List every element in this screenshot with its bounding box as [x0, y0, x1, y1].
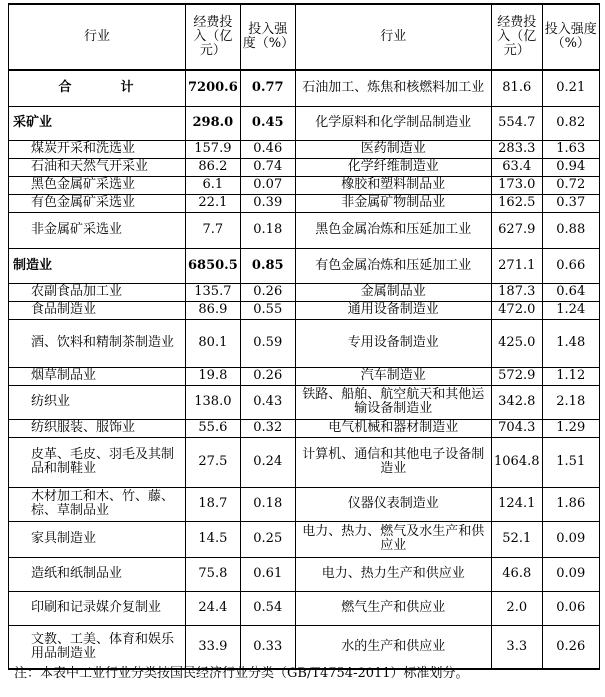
- right-investment: 1064.8: [491, 437, 542, 487]
- left-investment: 138.0: [186, 385, 241, 419]
- table-row: [9, 625, 600, 669]
- table-row: [9, 319, 600, 367]
- left-intensity: 0.59: [240, 319, 295, 367]
- left-industry-name: 家具制造业: [9, 521, 186, 557]
- table-row: [9, 419, 600, 437]
- table-row: [9, 248, 600, 283]
- right-industry-name: 电力、热力、燃气及水生产和供应业: [295, 521, 491, 557]
- left-investment: 19.8: [186, 367, 241, 385]
- left-investment: 33.9: [186, 625, 241, 669]
- left-investment: 27.5: [186, 437, 241, 487]
- table-row: [9, 385, 600, 419]
- right-intensity: 1.63: [542, 140, 599, 158]
- table-row: [9, 158, 600, 176]
- left-investment: 24.4: [186, 591, 241, 625]
- left-intensity: 0.39: [240, 194, 295, 212]
- left-intensity: 0.24: [240, 437, 295, 487]
- header-intensity-right: 投入强度（%）: [542, 4, 599, 70]
- left-industry-name: 黑色金属矿采选业: [9, 176, 186, 194]
- right-investment: 81.6: [491, 70, 542, 106]
- left-investment: 7200.6: [186, 70, 241, 106]
- table-row: [9, 301, 600, 319]
- right-industry-name: 黑色金属冶炼和压延加工业: [295, 212, 491, 248]
- table-row: [9, 487, 600, 521]
- left-industry-name: 食品制造业: [9, 301, 186, 319]
- left-industry-name: 农副食品加工业: [9, 283, 186, 301]
- right-intensity: 1.48: [542, 319, 599, 367]
- left-intensity: 0.18: [240, 487, 295, 521]
- left-intensity: 0.54: [240, 591, 295, 625]
- table-row: [9, 194, 600, 212]
- left-industry-name: 造纸和纸制品业: [9, 557, 186, 591]
- right-intensity: 0.64: [542, 283, 599, 301]
- table-row: [9, 212, 600, 248]
- left-industry-name: 有色金属矿采选业: [9, 194, 186, 212]
- right-investment: 342.8: [491, 385, 542, 419]
- left-investment: 86.2: [186, 158, 241, 176]
- right-investment: 627.9: [491, 212, 542, 248]
- table-row: [9, 557, 600, 591]
- table-row: [9, 70, 600, 106]
- left-intensity: 0.18: [240, 212, 295, 248]
- header-industry-right: 行业: [295, 4, 491, 70]
- right-industry-name: 铁路、船舶、航空航天和其他运输设备制造业: [295, 385, 491, 419]
- left-intensity: 0.25: [240, 521, 295, 557]
- right-investment: 554.7: [491, 106, 542, 140]
- industry-rd-table: [8, 3, 600, 670]
- right-investment: 572.9: [491, 367, 542, 385]
- right-investment: 283.3: [491, 140, 542, 158]
- left-intensity: 0.26: [240, 283, 295, 301]
- table-row: [9, 521, 600, 557]
- left-industry-name: 木材加工和木、竹、藤、棕、草制品业: [9, 487, 186, 521]
- right-intensity: 0.88: [542, 212, 599, 248]
- left-industry-name: 印刷和记录媒介复制业: [9, 591, 186, 625]
- left-investment: 6850.5: [186, 248, 241, 283]
- right-industry-name: 金属制品业: [295, 283, 491, 301]
- left-intensity: 0.46: [240, 140, 295, 158]
- right-industry-name: 计算机、通信和其他电子设备制造业: [295, 437, 491, 487]
- table-row: [9, 106, 600, 140]
- right-industry-name: 橡胶和塑料制品业: [295, 176, 491, 194]
- left-investment: 22.1: [186, 194, 241, 212]
- right-investment: 173.0: [491, 176, 542, 194]
- left-investment: 135.7: [186, 283, 241, 301]
- left-industry-name: 石油和天然气开采业: [9, 158, 186, 176]
- right-intensity: 0.26: [542, 625, 599, 669]
- right-intensity: 0.21: [542, 70, 599, 106]
- left-industry-name: 皮革、毛皮、羽毛及其制品和制鞋业: [9, 437, 186, 487]
- right-industry-name: 非金属矿物制品业: [295, 194, 491, 212]
- left-intensity: 0.85: [240, 248, 295, 283]
- right-intensity: 1.51: [542, 437, 599, 487]
- left-intensity: 0.55: [240, 301, 295, 319]
- right-industry-name: 通用设备制造业: [295, 301, 491, 319]
- right-industry-name: 电力、热力生产和供应业: [295, 557, 491, 591]
- right-industry-name: 化学纤维制造业: [295, 158, 491, 176]
- left-intensity: 0.33: [240, 625, 295, 669]
- left-intensity: 0.32: [240, 419, 295, 437]
- table-row: [9, 591, 600, 625]
- right-industry-name: 有色金属冶炼和压延加工业: [295, 248, 491, 283]
- left-investment: 80.1: [186, 319, 241, 367]
- right-industry-name: 仪器仪表制造业: [295, 487, 491, 521]
- right-industry-name: 化学原料和化学制品制造业: [295, 106, 491, 140]
- right-industry-name: 汽车制造业: [295, 367, 491, 385]
- right-intensity: 0.37: [542, 194, 599, 212]
- right-intensity: 0.66: [542, 248, 599, 283]
- left-intensity: 0.61: [240, 557, 295, 591]
- right-investment: 472.0: [491, 301, 542, 319]
- left-industry-name: 煤炭开采和洗选业: [9, 140, 186, 158]
- left-industry-name: 酒、饮料和精制茶制造业: [9, 319, 186, 367]
- right-investment: 124.1: [491, 487, 542, 521]
- right-intensity: 0.94: [542, 158, 599, 176]
- left-intensity: 0.07: [240, 176, 295, 194]
- right-intensity: 1.86: [542, 487, 599, 521]
- header-industry-left: 行业: [9, 4, 186, 70]
- table-footnote: 注：本表中工业行业分类按国民经济行业分类（GB/T4754-2011）标准划分。: [14, 666, 469, 681]
- right-intensity: 0.09: [542, 557, 599, 591]
- right-investment: 187.3: [491, 283, 542, 301]
- left-industry-name: 非金属矿采选业: [9, 212, 186, 248]
- right-investment: 63.4: [491, 158, 542, 176]
- right-industry-name: 专用设备制造业: [295, 319, 491, 367]
- left-intensity: 0.26: [240, 367, 295, 385]
- right-investment: 704.3: [491, 419, 542, 437]
- header-investment-right: 经费投入（亿元）: [491, 4, 542, 70]
- table-row: [9, 176, 600, 194]
- right-investment: 271.1: [491, 248, 542, 283]
- right-intensity: 2.18: [542, 385, 599, 419]
- header-intensity-left: 投入强度（%）: [240, 4, 295, 70]
- left-intensity: 0.43: [240, 385, 295, 419]
- right-investment: 162.5: [491, 194, 542, 212]
- left-investment: 6.1: [186, 176, 241, 194]
- table-row: [9, 437, 600, 487]
- left-industry-name: 采矿业: [9, 106, 186, 140]
- right-intensity: 0.82: [542, 106, 599, 140]
- left-industry-name: 烟草制品业: [9, 367, 186, 385]
- right-intensity: 1.24: [542, 301, 599, 319]
- left-intensity: 0.77: [240, 70, 295, 106]
- right-investment: 46.8: [491, 557, 542, 591]
- right-investment: 2.0: [491, 591, 542, 625]
- header-investment-left: 经费投入（亿元）: [186, 4, 241, 70]
- left-industry-name: 文教、工美、体育和娱乐用品制造业: [9, 625, 186, 669]
- table-row: [9, 367, 600, 385]
- right-investment: 3.3: [491, 625, 542, 669]
- left-investment: 298.0: [186, 106, 241, 140]
- right-intensity: 1.12: [542, 367, 599, 385]
- left-investment: 86.9: [186, 301, 241, 319]
- right-intensity: 0.09: [542, 521, 599, 557]
- left-investment: 157.9: [186, 140, 241, 158]
- right-intensity: 0.72: [542, 176, 599, 194]
- left-investment: 14.5: [186, 521, 241, 557]
- left-industry-name: 合 计: [9, 70, 186, 106]
- right-investment: 425.0: [491, 319, 542, 367]
- right-industry-name: 水的生产和供应业: [295, 625, 491, 669]
- right-intensity: 0.06: [542, 591, 599, 625]
- left-industry-name: 纺织业: [9, 385, 186, 419]
- left-investment: 55.6: [186, 419, 241, 437]
- left-investment: 75.8: [186, 557, 241, 591]
- left-investment: 18.7: [186, 487, 241, 521]
- left-intensity: 0.74: [240, 158, 295, 176]
- right-intensity: 1.29: [542, 419, 599, 437]
- left-intensity: 0.45: [240, 106, 295, 140]
- right-industry-name: 石油加工、炼焦和核燃料加工业: [295, 70, 491, 106]
- left-industry-name: 纺织服装、服饰业: [9, 419, 186, 437]
- right-investment: 52.1: [491, 521, 542, 557]
- table-row: [9, 283, 600, 301]
- right-industry-name: 燃气生产和供应业: [295, 591, 491, 625]
- right-industry-name: 医药制造业: [295, 140, 491, 158]
- left-investment: 7.7: [186, 212, 241, 248]
- right-industry-name: 电气机械和器材制造业: [295, 419, 491, 437]
- table-row: [9, 140, 600, 158]
- left-industry-name: 制造业: [9, 248, 186, 283]
